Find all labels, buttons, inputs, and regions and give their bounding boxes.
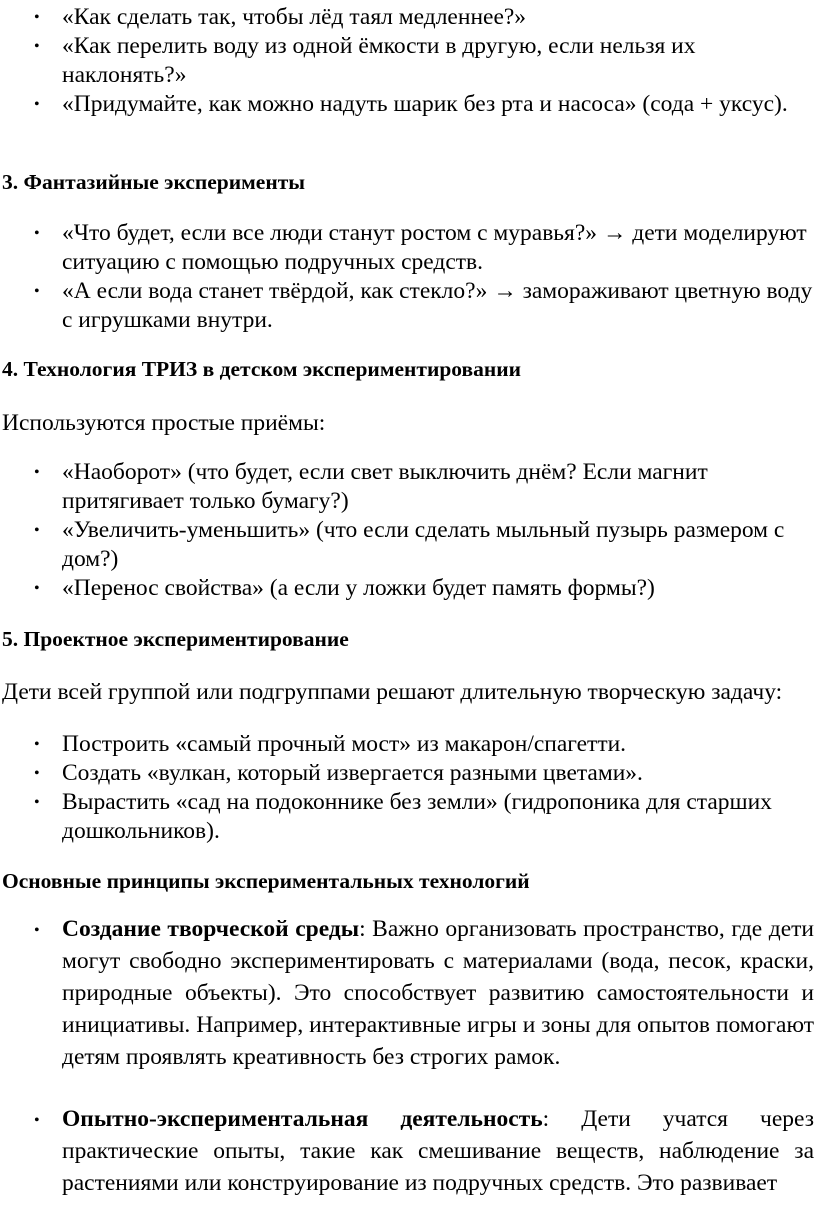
bullet-icon: • [34,922,40,939]
list-item [0,759,816,788]
principles-heading: Основные принципы экспериментальных технологий [2,869,530,893]
list-item [0,730,816,759]
list-item [0,277,816,335]
bullet-icon: • [34,38,40,55]
list-item-text: «А если вода станет твёрдой, как стекло?» → замораживают цветную воду с игрушками внутри. [62,278,813,333]
section-heading-triz: 4. Технология ТРИЗ в детском экспериментировании [2,357,522,381]
bullet-icon: • [34,736,40,753]
list-item-text: «Придумайте, как можно надуть шарик без рта и насоса» (сода + уксус). [62,91,788,117]
list-item [0,32,816,90]
list-item [0,788,816,846]
bullet-icon: • [34,794,40,811]
list-item [0,219,816,277]
question-list [0,3,816,119]
list-item-text: «Как перелить воду из одной ёмкости в другую, если нельзя их наклонять?» [62,33,696,88]
section-heading-fantasy: 3. Фантазийные эксперименты [2,170,306,194]
principles-list [0,913,816,1229]
fantasy-list [0,219,816,335]
bullet-icon: • [34,522,40,539]
list-item-text: «Перенос свойства» (а если у ложки будет память формы?) [62,575,655,601]
list-item [0,574,816,603]
bullet-icon: • [34,225,40,242]
list-item-text: «Что будет, если все люди станут ростом с муравья?» → дети моделируют ситуацию с помощью подручных средств. [62,220,807,275]
list-item-text: «Наоборот» (что будет, если свет выключить днём? Если магнит притягивает только бумагу?) [62,459,708,514]
bullet-icon: • [34,283,40,300]
section-intro-triz: Используются простые приёмы: [2,410,326,436]
bullet-icon: • [34,1112,40,1129]
list-item [0,458,816,516]
principle-text: : Важно организовать пространство, где дети могут свободно экспериментировать с материалами (вода, песок, краски, природные объекты). Это способствует развитию самостоятельности и инициативы. Например, интерактивные игры и зоны для опытов помогают детям проявлять креативность без строгих рамок. [62,916,814,1070]
bullet-icon: • [34,464,40,481]
list-item [0,3,816,32]
bullet-icon: • [34,765,40,782]
list-item [0,1103,816,1199]
principle-title: Опытно-экспериментальная деятельность [62,1106,543,1132]
bullet-icon: • [34,580,40,597]
bullet-icon: • [34,9,40,26]
section-heading-project: 5. Проектное экспериментирование [2,627,349,651]
list-item-text: Вырастить «сад на подоконнике без земли» (гидропоника для старших дошкольников). [62,789,772,844]
principle-text: : Дети учатся через практические опыты, такие как смешивание веществ, наблюдение за растениями или конструирование из подручных средств. Это развивает [62,1106,815,1196]
list-item [0,516,816,574]
section-intro-project: Дети всей группой или подгруппами решают длительную творческую задачу: [2,679,783,705]
list-item-text: Создать «вулкан, который извергается разными цветами». [62,760,643,786]
list-item-text: «Как сделать так, чтобы лёд таял медленнее?» [62,4,527,30]
list-item-text: Построить «самый прочный мост» из макарон/спагетти. [62,731,627,757]
bullet-icon: • [34,96,40,113]
principle-title: Создание творческой среды [62,916,360,942]
project-list [0,730,816,846]
triz-list [0,458,816,603]
list-item [0,90,816,119]
list-item [0,913,816,1073]
list-item-text: «Увеличить-уменьшить» (что если сделать мыльный пузырь размером с дом?) [62,517,785,572]
